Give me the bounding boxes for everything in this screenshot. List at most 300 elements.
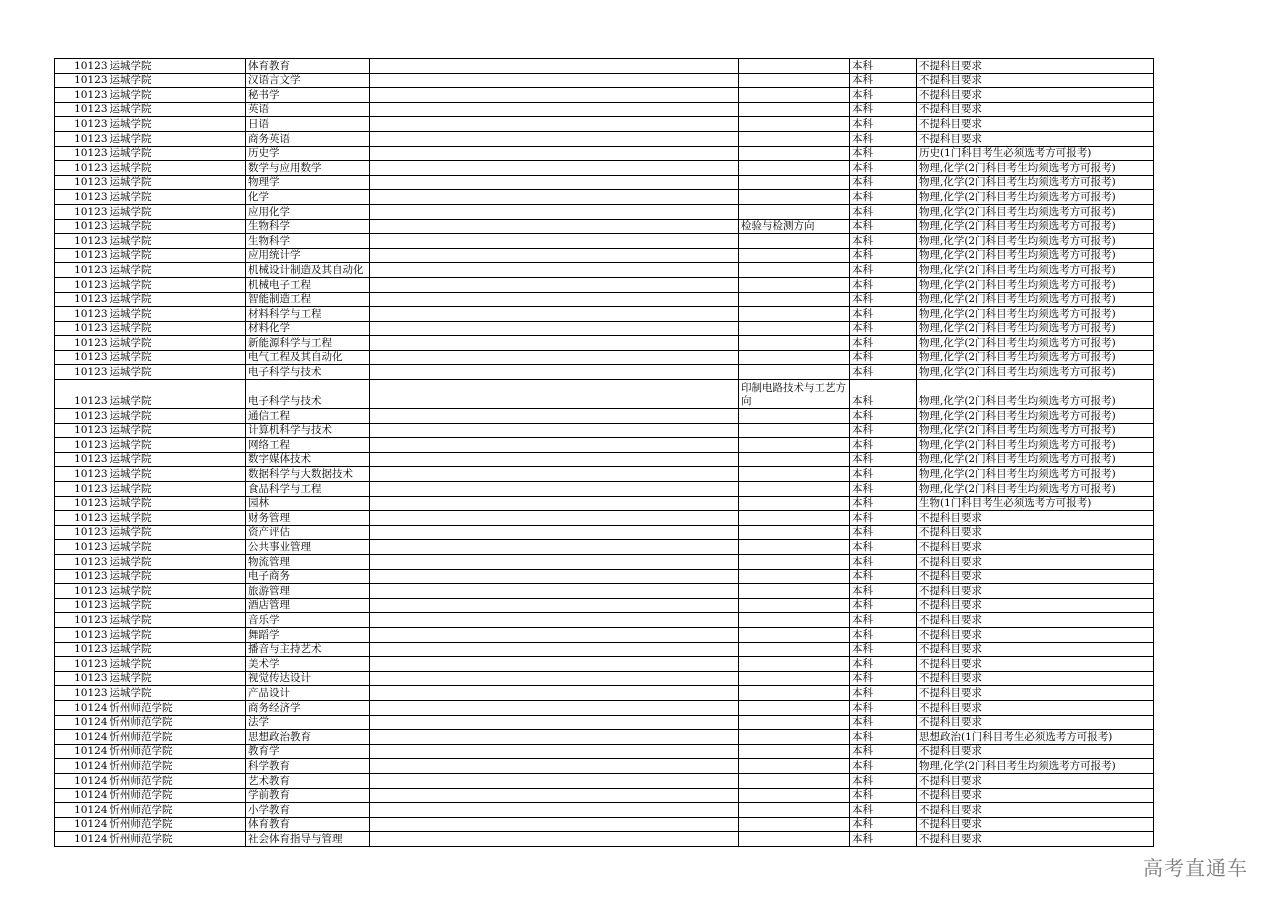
code-cell: 10124 (55, 715, 109, 730)
school-cell: 运城学院 (109, 102, 246, 117)
school-cell: 运城学院 (109, 88, 246, 103)
direction-cell (739, 102, 850, 117)
code-cell: 10123 (55, 540, 109, 555)
code-cell: 10123 (55, 380, 109, 409)
level-cell: 本科 (850, 190, 917, 205)
table-body (55, 59, 1154, 847)
level-cell: 本科 (850, 657, 917, 672)
requirement-cell: 不提科目要求 (917, 569, 1154, 584)
code-cell: 10123 (55, 657, 109, 672)
school-cell: 运城学院 (109, 204, 246, 219)
direction-cell (739, 817, 850, 832)
school-cell: 运城学院 (109, 321, 246, 336)
blank-cell (370, 803, 739, 818)
major-cell: 通信工程 (246, 409, 370, 424)
direction-cell (739, 190, 850, 205)
table-row (55, 277, 1154, 292)
blank-cell (370, 525, 739, 540)
major-cell: 新能源科学与工程 (246, 336, 370, 351)
major-cell: 舞蹈学 (246, 627, 370, 642)
requirement-cell: 物理,化学(2门科目考生均须选考方可报考) (917, 234, 1154, 249)
requirement-cell: 物理,化学(2门科目考生均须选考方可报考) (917, 438, 1154, 453)
level-cell: 本科 (850, 161, 917, 176)
level-cell: 本科 (850, 263, 917, 278)
requirement-cell: 物理,化学(2门科目考生均须选考方可报考) (917, 175, 1154, 190)
direction-cell (739, 744, 850, 759)
blank-cell (370, 292, 739, 307)
direction-cell (739, 146, 850, 161)
code-cell: 10123 (55, 642, 109, 657)
table-row (55, 307, 1154, 322)
direction-cell (739, 452, 850, 467)
requirement-cell: 物理,化学(2门科目考生均须选考方可报考) (917, 248, 1154, 263)
code-cell: 10123 (55, 175, 109, 190)
level-cell: 本科 (850, 219, 917, 234)
direction-cell (739, 540, 850, 555)
requirement-cell: 物理,化学(2门科目考生均须选考方可报考) (917, 467, 1154, 482)
table-row (55, 146, 1154, 161)
school-cell: 运城学院 (109, 613, 246, 628)
major-cell: 资产评估 (246, 525, 370, 540)
major-cell: 汉语言文学 (246, 73, 370, 88)
school-cell: 运城学院 (109, 146, 246, 161)
blank-cell (370, 627, 739, 642)
table-row (55, 496, 1154, 511)
major-cell: 数据科学与大数据技术 (246, 467, 370, 482)
school-cell: 运城学院 (109, 598, 246, 613)
table-row (55, 642, 1154, 657)
level-cell: 本科 (850, 832, 917, 847)
requirement-cell: 不提科目要求 (917, 511, 1154, 526)
blank-cell (370, 131, 739, 146)
requirement-cell: 不提科目要求 (917, 540, 1154, 555)
direction-cell (739, 642, 850, 657)
direction-cell (739, 555, 850, 570)
table-row (55, 365, 1154, 380)
level-cell: 本科 (850, 336, 917, 351)
requirement-cell: 物理,化学(2门科目考生均须选考方可报考) (917, 409, 1154, 424)
code-cell: 10123 (55, 292, 109, 307)
level-cell: 本科 (850, 511, 917, 526)
school-cell: 运城学院 (109, 423, 246, 438)
table-row (55, 175, 1154, 190)
blank-cell (370, 540, 739, 555)
level-cell: 本科 (850, 467, 917, 482)
major-cell: 应用化学 (246, 204, 370, 219)
major-cell: 社会体育指导与管理 (246, 832, 370, 847)
table-row (55, 817, 1154, 832)
direction-cell (739, 131, 850, 146)
requirement-cell: 物理,化学(2门科目考生均须选考方可报考) (917, 204, 1154, 219)
major-cell: 网络工程 (246, 438, 370, 453)
level-cell: 本科 (850, 598, 917, 613)
major-cell: 数学与应用数学 (246, 161, 370, 176)
school-cell: 运城学院 (109, 307, 246, 322)
direction-cell (739, 496, 850, 511)
level-cell: 本科 (850, 452, 917, 467)
requirement-cell: 物理,化学(2门科目考生均须选考方可报考) (917, 277, 1154, 292)
table-row (55, 88, 1154, 103)
table-row (55, 788, 1154, 803)
direction-cell (739, 321, 850, 336)
code-cell: 10123 (55, 161, 109, 176)
school-cell: 运城学院 (109, 219, 246, 234)
school-cell: 运城学院 (109, 336, 246, 351)
code-cell: 10123 (55, 555, 109, 570)
level-cell: 本科 (850, 773, 917, 788)
level-cell: 本科 (850, 438, 917, 453)
requirement-cell: 不提科目要求 (917, 715, 1154, 730)
blank-cell (370, 744, 739, 759)
blank-cell (370, 350, 739, 365)
level-cell: 本科 (850, 350, 917, 365)
school-cell: 忻州师范学院 (109, 700, 246, 715)
blank-cell (370, 613, 739, 628)
level-cell: 本科 (850, 409, 917, 424)
code-cell: 10123 (55, 321, 109, 336)
school-cell: 运城学院 (109, 525, 246, 540)
subject-requirement-table (54, 58, 1154, 847)
code-cell: 10123 (55, 423, 109, 438)
school-cell: 忻州师范学院 (109, 803, 246, 818)
blank-cell (370, 248, 739, 263)
requirement-cell: 物理,化学(2门科目考生均须选考方可报考) (917, 452, 1154, 467)
direction-cell (739, 715, 850, 730)
major-cell: 商务经济学 (246, 700, 370, 715)
major-cell: 商务英语 (246, 131, 370, 146)
major-cell: 食品科学与工程 (246, 482, 370, 497)
table-row (55, 555, 1154, 570)
blank-cell (370, 321, 739, 336)
major-cell: 艺术教育 (246, 773, 370, 788)
school-cell: 运城学院 (109, 496, 246, 511)
direction-cell (739, 657, 850, 672)
school-cell: 运城学院 (109, 73, 246, 88)
direction-cell (739, 525, 850, 540)
code-cell: 10124 (55, 817, 109, 832)
code-cell: 10123 (55, 671, 109, 686)
requirement-cell: 不提科目要求 (917, 598, 1154, 613)
table-row (55, 482, 1154, 497)
blank-cell (370, 817, 739, 832)
major-cell: 物理学 (246, 175, 370, 190)
level-cell: 本科 (850, 627, 917, 642)
major-cell: 化学 (246, 190, 370, 205)
blank-cell (370, 569, 739, 584)
direction-cell (739, 73, 850, 88)
direction-cell (739, 117, 850, 132)
blank-cell (370, 642, 739, 657)
direction-cell (739, 482, 850, 497)
direction-cell (739, 409, 850, 424)
table-row (55, 671, 1154, 686)
requirement-cell: 物理,化学(2门科目考生均须选考方可报考) (917, 350, 1154, 365)
major-cell: 电子科学与技术 (246, 365, 370, 380)
direction-cell (739, 569, 850, 584)
code-cell: 10123 (55, 569, 109, 584)
blank-cell (370, 161, 739, 176)
school-cell: 忻州师范学院 (109, 788, 246, 803)
school-cell: 运城学院 (109, 482, 246, 497)
requirement-cell: 不提科目要求 (917, 627, 1154, 642)
blank-cell (370, 715, 739, 730)
direction-cell (739, 277, 850, 292)
direction-cell (739, 350, 850, 365)
blank-cell (370, 88, 739, 103)
code-cell: 10123 (55, 350, 109, 365)
direction-cell (739, 438, 850, 453)
requirement-cell: 不提科目要求 (917, 102, 1154, 117)
level-cell: 本科 (850, 102, 917, 117)
table-row (55, 263, 1154, 278)
blank-cell (370, 438, 739, 453)
major-cell: 播音与主持艺术 (246, 642, 370, 657)
code-cell: 10123 (55, 467, 109, 482)
code-cell: 10123 (55, 190, 109, 205)
code-cell: 10124 (55, 730, 109, 745)
blank-cell (370, 700, 739, 715)
code-cell: 10123 (55, 234, 109, 249)
level-cell: 本科 (850, 175, 917, 190)
major-cell: 体育教育 (246, 59, 370, 74)
school-cell: 运城学院 (109, 248, 246, 263)
school-cell: 运城学院 (109, 161, 246, 176)
level-cell: 本科 (850, 540, 917, 555)
major-cell: 计算机科学与技术 (246, 423, 370, 438)
blank-cell (370, 671, 739, 686)
requirement-cell: 不提科目要求 (917, 642, 1154, 657)
blank-cell (370, 657, 739, 672)
requirement-cell: 物理,化学(2门科目考生均须选考方可报考) (917, 365, 1154, 380)
table-row (55, 525, 1154, 540)
requirement-cell: 物理,化学(2门科目考生均须选考方可报考) (917, 307, 1154, 322)
level-cell: 本科 (850, 248, 917, 263)
level-cell: 本科 (850, 569, 917, 584)
table-row (55, 131, 1154, 146)
direction-cell (739, 832, 850, 847)
table-row (55, 409, 1154, 424)
level-cell: 本科 (850, 613, 917, 628)
direction-cell (739, 336, 850, 351)
level-cell: 本科 (850, 88, 917, 103)
requirement-cell: 物理,化学(2门科目考生均须选考方可报考) (917, 482, 1154, 497)
code-cell: 10124 (55, 832, 109, 847)
school-cell: 运城学院 (109, 234, 246, 249)
major-cell: 园林 (246, 496, 370, 511)
school-cell: 运城学院 (109, 438, 246, 453)
code-cell: 10123 (55, 59, 109, 74)
major-cell: 机械电子工程 (246, 277, 370, 292)
major-cell: 旅游管理 (246, 584, 370, 599)
blank-cell (370, 773, 739, 788)
direction-cell (739, 234, 850, 249)
direction-cell: 印制电路技术与工艺方向 (739, 380, 850, 409)
school-cell: 运城学院 (109, 555, 246, 570)
code-cell: 10123 (55, 613, 109, 628)
direction-cell (739, 263, 850, 278)
level-cell: 本科 (850, 555, 917, 570)
blank-cell (370, 380, 739, 409)
school-cell: 运城学院 (109, 350, 246, 365)
school-cell: 运城学院 (109, 569, 246, 584)
code-cell: 10124 (55, 759, 109, 774)
table-row (55, 438, 1154, 453)
major-cell: 酒店管理 (246, 598, 370, 613)
requirement-cell: 不提科目要求 (917, 744, 1154, 759)
major-cell: 教育学 (246, 744, 370, 759)
major-cell: 历史学 (246, 146, 370, 161)
table-row (55, 832, 1154, 847)
blank-cell (370, 598, 739, 613)
code-cell: 10123 (55, 248, 109, 263)
school-cell: 运城学院 (109, 540, 246, 555)
table-row (55, 248, 1154, 263)
major-cell: 小学教育 (246, 803, 370, 818)
direction-cell: 检验与检测方向 (739, 219, 850, 234)
blank-cell (370, 117, 739, 132)
major-cell: 体育教育 (246, 817, 370, 832)
school-cell: 忻州师范学院 (109, 759, 246, 774)
blank-cell (370, 219, 739, 234)
requirement-cell: 物理,化学(2门科目考生均须选考方可报考) (917, 321, 1154, 336)
direction-cell (739, 161, 850, 176)
requirement-cell: 不提科目要求 (917, 686, 1154, 701)
blank-cell (370, 190, 739, 205)
major-cell: 产品设计 (246, 686, 370, 701)
requirement-cell: 物理,化学(2门科目考生均须选考方可报考) (917, 759, 1154, 774)
blank-cell (370, 788, 739, 803)
direction-cell (739, 248, 850, 263)
table-row (55, 467, 1154, 482)
school-cell: 运城学院 (109, 277, 246, 292)
school-cell: 运城学院 (109, 671, 246, 686)
blank-cell (370, 584, 739, 599)
table-row (55, 380, 1154, 409)
code-cell: 10124 (55, 744, 109, 759)
major-cell: 材料科学与工程 (246, 307, 370, 322)
level-cell: 本科 (850, 204, 917, 219)
blank-cell (370, 146, 739, 161)
requirement-cell: 思想政治(1门科目考生必须选考方可报考) (917, 730, 1154, 745)
requirement-cell: 不提科目要求 (917, 832, 1154, 847)
code-cell: 10123 (55, 73, 109, 88)
requirement-cell: 不提科目要求 (917, 73, 1154, 88)
major-cell: 应用统计学 (246, 248, 370, 263)
school-cell: 运城学院 (109, 467, 246, 482)
major-cell: 电气工程及其自动化 (246, 350, 370, 365)
blank-cell (370, 175, 739, 190)
major-cell: 生物科学 (246, 219, 370, 234)
blank-cell (370, 277, 739, 292)
table-row (55, 598, 1154, 613)
school-cell: 忻州师范学院 (109, 744, 246, 759)
blank-cell (370, 423, 739, 438)
requirement-cell: 不提科目要求 (917, 117, 1154, 132)
school-cell: 忻州师范学院 (109, 730, 246, 745)
requirement-cell: 不提科目要求 (917, 613, 1154, 628)
major-cell: 生物科学 (246, 234, 370, 249)
blank-cell (370, 759, 739, 774)
requirement-cell: 物理,化学(2门科目考生均须选考方可报考) (917, 190, 1154, 205)
code-cell: 10123 (55, 409, 109, 424)
table-row (55, 190, 1154, 205)
school-cell: 运城学院 (109, 452, 246, 467)
blank-cell (370, 234, 739, 249)
major-cell: 日语 (246, 117, 370, 132)
table-row (55, 584, 1154, 599)
level-cell: 本科 (850, 496, 917, 511)
blank-cell (370, 102, 739, 117)
direction-cell (739, 88, 850, 103)
major-cell: 思想政治教育 (246, 730, 370, 745)
code-cell: 10123 (55, 88, 109, 103)
school-cell: 忻州师范学院 (109, 832, 246, 847)
level-cell: 本科 (850, 803, 917, 818)
direction-cell (739, 307, 850, 322)
direction-cell (739, 613, 850, 628)
major-cell: 材料化学 (246, 321, 370, 336)
direction-cell (739, 365, 850, 380)
level-cell: 本科 (850, 671, 917, 686)
major-cell: 公共事业管理 (246, 540, 370, 555)
table-row (55, 423, 1154, 438)
requirement-cell: 不提科目要求 (917, 88, 1154, 103)
blank-cell (370, 365, 739, 380)
code-cell: 10123 (55, 336, 109, 351)
school-cell: 运城学院 (109, 131, 246, 146)
school-cell: 运城学院 (109, 263, 246, 278)
direction-cell (739, 803, 850, 818)
direction-cell (739, 686, 850, 701)
table-row (55, 803, 1154, 818)
direction-cell (739, 511, 850, 526)
level-cell: 本科 (850, 817, 917, 832)
school-cell: 运城学院 (109, 584, 246, 599)
requirement-cell: 物理,化学(2门科目考生均须选考方可报考) (917, 292, 1154, 307)
school-cell: 忻州师范学院 (109, 817, 246, 832)
direction-cell (739, 598, 850, 613)
level-cell: 本科 (850, 365, 917, 380)
code-cell: 10123 (55, 438, 109, 453)
requirement-cell: 物理,化学(2门科目考生均须选考方可报考) (917, 219, 1154, 234)
table-row (55, 292, 1154, 307)
school-cell: 运城学院 (109, 409, 246, 424)
major-cell: 智能制造工程 (246, 292, 370, 307)
direction-cell (739, 584, 850, 599)
table-row (55, 759, 1154, 774)
level-cell: 本科 (850, 482, 917, 497)
level-cell: 本科 (850, 380, 917, 409)
level-cell: 本科 (850, 642, 917, 657)
major-cell: 机械设计制造及其自动化 (246, 263, 370, 278)
table-row (55, 715, 1154, 730)
school-cell: 运城学院 (109, 657, 246, 672)
table-row (55, 350, 1154, 365)
major-cell: 法学 (246, 715, 370, 730)
school-cell: 运城学院 (109, 627, 246, 642)
school-cell: 运城学院 (109, 292, 246, 307)
level-cell: 本科 (850, 788, 917, 803)
code-cell: 10123 (55, 307, 109, 322)
blank-cell (370, 307, 739, 322)
code-cell: 10123 (55, 452, 109, 467)
direction-cell (739, 671, 850, 686)
major-cell: 音乐学 (246, 613, 370, 628)
major-cell: 学前教育 (246, 788, 370, 803)
requirement-cell: 不提科目要求 (917, 700, 1154, 715)
code-cell: 10123 (55, 117, 109, 132)
level-cell: 本科 (850, 686, 917, 701)
